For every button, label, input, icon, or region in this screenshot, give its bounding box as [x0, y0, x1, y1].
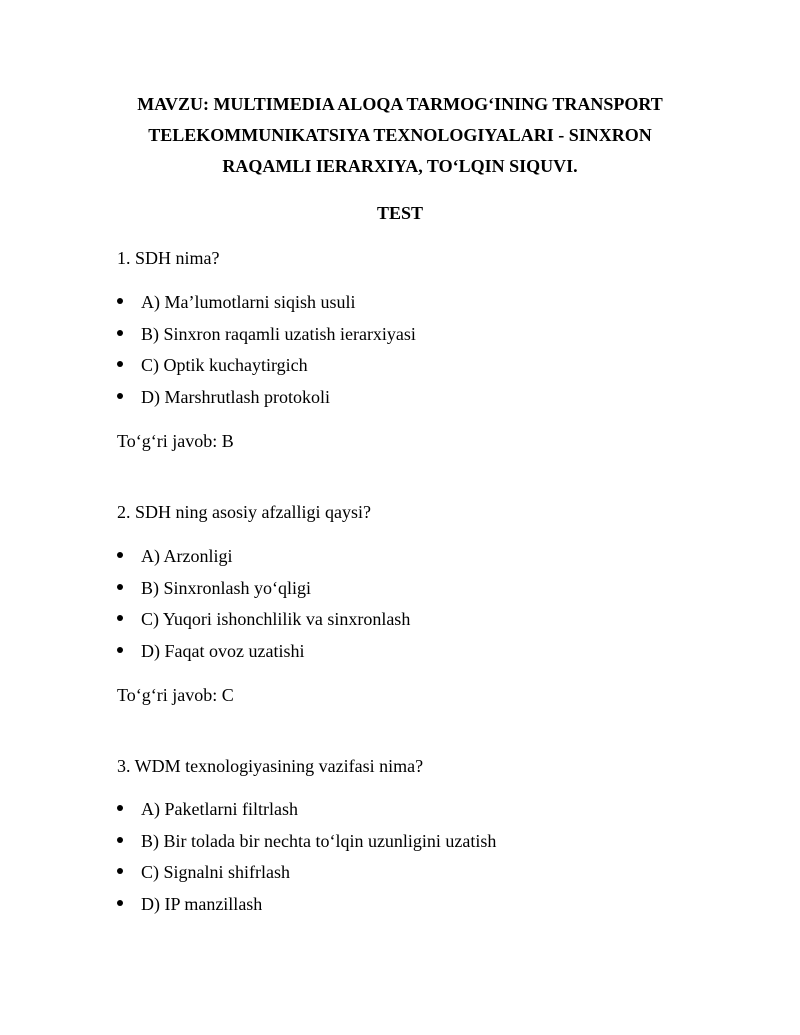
- option-text: D) Faqat ovoz uzatishi: [141, 640, 305, 661]
- bullet-icon: [117, 393, 123, 399]
- bullet-icon: [117, 615, 123, 621]
- bullet-icon: [117, 330, 123, 336]
- option-text: A) Arzonligi: [141, 546, 233, 566]
- document-title: [100, 89, 700, 182]
- question-3: 3. WDM texnologiyasining vazifasi nima?: [117, 756, 424, 776]
- question-1-answer: To‘g‘ri javob: B: [117, 431, 234, 451]
- bullet-icon: [117, 868, 123, 874]
- title-line-1: MAVZU: MULTIMEDIA ALOQA TARMOG‘INING TRANSPORT: [137, 94, 663, 114]
- bullet-icon: [117, 837, 123, 843]
- option-text: B) Bir tolada bir nechta to‘lqin uzunligini uzatish: [141, 830, 497, 851]
- option-text: C) Optik kuchaytirgich: [141, 355, 308, 376]
- title-line-2: TELEKOMMUNIKATSIYA TEXNOLOGIYALARI - SINXRON: [148, 125, 652, 145]
- bullet-icon: [117, 552, 123, 558]
- option-text: D) Marshrutlash protokoli: [141, 386, 330, 407]
- bullet-icon: [117, 361, 123, 367]
- option-text: B) Sinxron raqamli uzatish ierarxiyasi: [141, 323, 416, 344]
- question-2: 2. SDH ning asosiy afzalligi qaysi?: [117, 502, 371, 522]
- document-subtitle: TEST: [376, 203, 424, 223]
- option-text: A) Ma’lumotlarni siqish usuli: [141, 292, 356, 312]
- bullet-icon: [117, 584, 123, 590]
- option-text: C) Yuqori ishonchlilik va sinxronlash: [141, 609, 411, 630]
- question-2-answer: To‘g‘ri javob: C: [117, 685, 234, 705]
- bullet-icon: [117, 805, 123, 811]
- bullet-icon: [117, 647, 123, 653]
- question-1: 1. SDH nima?: [117, 248, 220, 268]
- option-text: A) Paketlarni filtrlash: [141, 799, 298, 819]
- bullet-icon: [117, 900, 123, 906]
- option-text: D) IP manzillash: [141, 893, 263, 914]
- bullet-icon: [117, 298, 123, 304]
- option-text: C) Signalni shifrlash: [141, 862, 290, 883]
- title-line-3: RAQAMLI IERARXIYA, TO‘LQIN SIQUVI.: [222, 156, 578, 176]
- option-text: B) Sinxronlash yo‘qligi: [141, 577, 311, 598]
